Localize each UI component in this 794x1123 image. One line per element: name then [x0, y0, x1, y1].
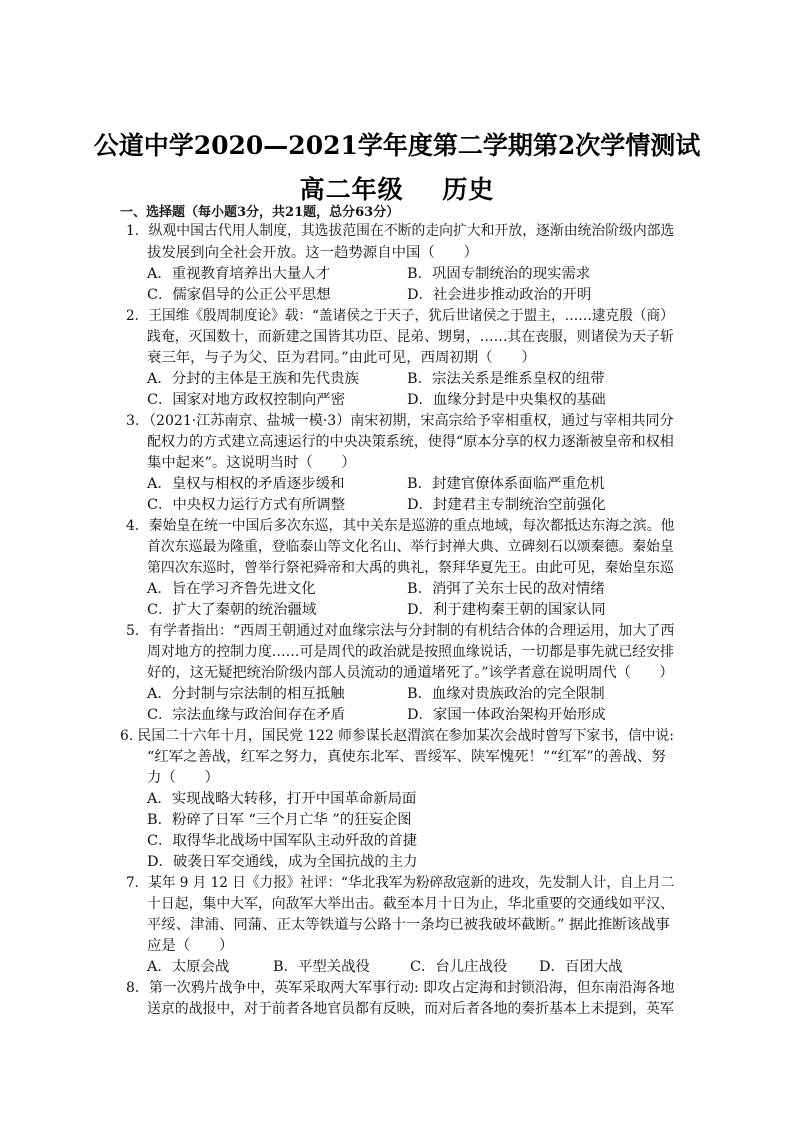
q8-line-2: 送京的战报中，对于前者各地官员都有反映，而对后者各地的奏折基本上未提到，英军: [147, 1001, 674, 1017]
q7-line-4: 应是（ ）: [147, 938, 234, 954]
q2-option-b: B．宗法关系是维系皇权的纽带: [407, 371, 605, 387]
q1-option-a: A．重视教育培养出大量人才: [147, 266, 331, 282]
q1-option-b: B．巩固专制统治的现实需求: [407, 266, 591, 282]
q3-option-d: D．封建君主专制统治空前强化: [407, 497, 606, 513]
exam-title: 公道中学2020—2021学年度第二学期第2次学情测试: [93, 131, 701, 160]
q4-line-1: 4．秦始皇在统一中国后多次东巡，其中关东是巡游的重点地域，每次都抵达东海之滨。他: [126, 518, 675, 534]
q1-line-1: 1．纵观中国古代用人制度，其选拔范围在不断的走向扩大和开放，逐渐由统治阶级内部选: [126, 223, 675, 239]
q7-line-2: 十日起，集中大军，向敌军大举出击。截至本月十日为止，华北重要的交通线如平汉、: [147, 896, 674, 912]
q5-option-d: D．家国一体政治架构开始形成: [407, 707, 606, 723]
q4-line-2: 首次东巡最为隆重，登临泰山等文化名山、举行封禅大典、立碑刻石以颂秦德。秦始皇: [147, 539, 674, 555]
q3-line-1: 3．（2021·江苏南京、盐城一模·3）南宋初期，宋高宗给予宰相重权，通过与宰相共同分: [126, 413, 674, 429]
q7-line-1: 7．某年 9 月 12 日《力报》社评：“华北我军为粉碎敌寇新的进攻，先发制人计，自上月二: [126, 875, 675, 891]
q3-line-3: 集中起来”。这说明当时（ ）: [147, 455, 356, 471]
q3-option-c: C．中央权力运行方式有所调整: [147, 497, 346, 513]
q5-line-3: 好的，这无疑把统治阶级内部人员流动的通道堵死了。”该学者意在说明周代（ ）: [147, 665, 674, 681]
q7-line-3: 平绥、津浦、同蒲、正太等铁道与公路十一条均已被我破坏截断。” 据此推断该战事: [147, 917, 670, 933]
q7-option-b: B．平型关战役: [273, 959, 370, 975]
exam-subtitle: [0, 170, 794, 206]
q2-option-d: D．血缘分封是中央集权的基础: [407, 392, 606, 408]
q5-line-1: 5．有学者指出：“西周王朝通过对血缘宗法与分封制的有机结合体的合理运用，加大了西: [126, 623, 675, 639]
q5-option-c: C．宗法血缘与政治间存在矛盾: [147, 707, 346, 723]
q3-line-2: 配权力的方式建立高速运行的中央决策系统，使得“原本分享的权力逐渐被皇帝和权相: [147, 434, 674, 450]
exam-subtitle-text: 高二年级 历史: [299, 175, 495, 204]
q1-option-d: D．社会进步推动政治的开明: [407, 287, 592, 303]
q6-option-c: C．取得华北战场中国军队主动歼敌的首捷: [147, 833, 418, 849]
q8-line-1: 8．第一次鸦片战争中，英军采取两大军事行动: 即攻占定海和封锁沿海，但东南沿海各地: [126, 980, 675, 996]
q2-option-a: A．分封的主体是王族和先代贵族: [147, 371, 359, 387]
q5-option-a: A．分封制与宗法制的相互抵触: [147, 686, 345, 702]
q7-option-d: D．百团大战: [539, 959, 623, 975]
q2-line-1: 2．王国维《殷周制度论》载：“盖诸侯之于天子，犹后世诸侯之于盟主，……逮克殷（商）: [126, 308, 674, 324]
q4-option-a: A．旨在学习齐鲁先进文化: [147, 581, 316, 597]
q2-option-c: C．国家对地方政权控制向严密: [147, 392, 346, 408]
q6-option-b: B．粉碎了日军 “三个月亡华 ”的狂妄企图: [147, 812, 412, 828]
q7-option-c: C．台儿庄战役: [410, 959, 508, 975]
q6-line-3: 力（ ）: [147, 770, 219, 786]
q7-option-a: A．太原会战: [147, 959, 230, 975]
q3-option-a: A．皇权与相权的矛盾逐步缓和: [147, 476, 345, 492]
q5-option-b: B．血缘对贵族政治的完全限制: [407, 686, 605, 702]
q4-option-b: B．消弭了关东士民的敌对情绪: [407, 581, 605, 597]
q3-option-b: B．封建官僚体系面临严重危机: [407, 476, 605, 492]
q6-option-a: A．实现战略大转移，打开中国革命新局面: [147, 791, 417, 807]
q1-line-2: 拔发展到向全社会开放。这一趋势源自中国（ ）: [147, 245, 478, 261]
section-heading: 一、选择题（每小题3分，共21题，总分63分）: [120, 205, 400, 220]
q4-line-3: 第四次东巡时，曾举行祭祀舜帝和大禹的典礼，祭拜华夏先王。由此可见，秦始皇东巡: [147, 560, 674, 576]
q1-option-c: C．儒家倡导的公正公平思想: [147, 287, 331, 303]
q2-line-2: 践奄，灭国数十，而新建之国皆其功臣、昆弟、甥舅，……其在丧服，则诸侯为天子斩: [147, 329, 674, 345]
q4-option-c: C．扩大了秦朝的统治疆域: [147, 602, 317, 618]
q2-line-3: 衰三年，与子为父、臣为君同。”由此可见，西周初期（ ）: [147, 350, 536, 366]
q5-line-2: 周对地方的控制力度……可是周代的政治就是按照血缘说话，一切都是事先就已经安排: [147, 644, 674, 660]
q6-option-d: D．破袭日军交通线，成为全国抗战的主力: [147, 854, 418, 870]
q6-line-2: “红军之善战，红军之努力，真使东北军、晋绥军、陕军愧死！”“红军”的善战、努: [147, 749, 666, 765]
q6-line-1: 6. 民国二十六年十月，国民党 122 师参谋长赵渭滨在参加某次会战时曾写下家书，信中说:: [120, 728, 674, 744]
q4-option-d: D．利于建构秦王朝的国家认同: [407, 602, 606, 618]
